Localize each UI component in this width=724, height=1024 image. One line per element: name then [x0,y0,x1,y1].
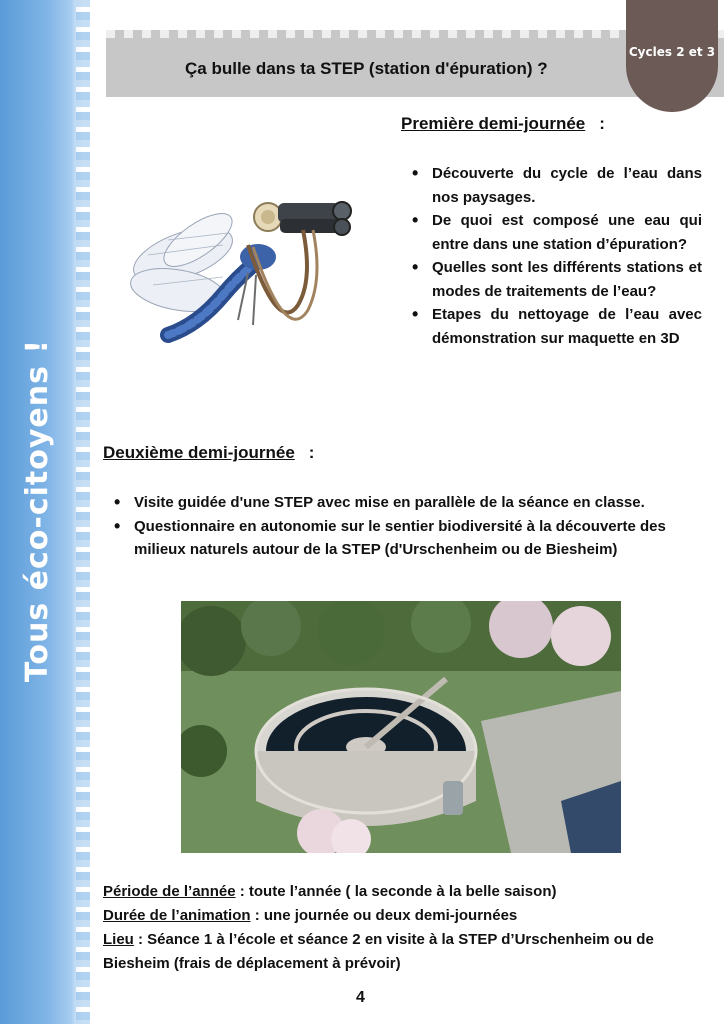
cycles-label: Cycles 2 et 3 [628,45,716,59]
section1-title: Première demi-journée [401,114,586,133]
list-item: • De quoi est composé une eau qui entre dans une station d’épuration? [410,209,702,256]
list-item: • Etapes du nettoyage de l’eau avec démonstration sur maquette en 3D [410,303,702,350]
period-value: : toute l’année ( la seconde à la belle saison) [235,883,557,900]
section1-list [410,162,702,350]
duration-value: : une journée ou deux demi-journées [250,907,518,924]
section1-colon: : [599,114,605,133]
list-item: • Quelles sont les différents stations et modes de traitements de l’eau? [410,256,702,303]
place-label: Lieu [103,931,134,948]
side-title [8,340,68,680]
section1-heading [401,114,605,134]
cycles-badge [626,0,718,112]
treatment-plant-photo [181,601,621,853]
list-item: • Questionnaire en autonomie sur le sentier biodiversité à la découverte des milieux naturels autour de la STEP (d'Urschenheim ou de Biesheim) [112,515,708,562]
section2-title: Deuxième demi-journée [103,443,295,462]
duration-line [103,904,715,928]
duration-label: Durée de l’animation [103,907,251,924]
period-line [103,880,715,904]
section2-heading [103,443,314,463]
place-value: : Séance 1 à l’école et séance 2 en visite à la STEP d’Urschenheim ou de Biesheim (frais de déplacement à prévoir) [103,931,654,972]
page-number-text: 4 [356,989,365,1006]
page-title: Ça bulle dans ta STEP (station d'épuration) ? [185,59,548,78]
place-line [103,928,715,976]
list-item: • Visite guidée d'une STEP avec mise en parallèle de la séance en classe. [112,491,708,515]
dragonfly-illustration [128,185,368,365]
section2-list [112,491,708,562]
period-label: Période de l’année [103,883,236,900]
section2-colon: : [308,443,315,462]
side-title-text: Tous éco-citoyens ! [20,338,56,682]
list-item: • Découverte du cycle de l’eau dans nos paysages. [410,162,702,209]
